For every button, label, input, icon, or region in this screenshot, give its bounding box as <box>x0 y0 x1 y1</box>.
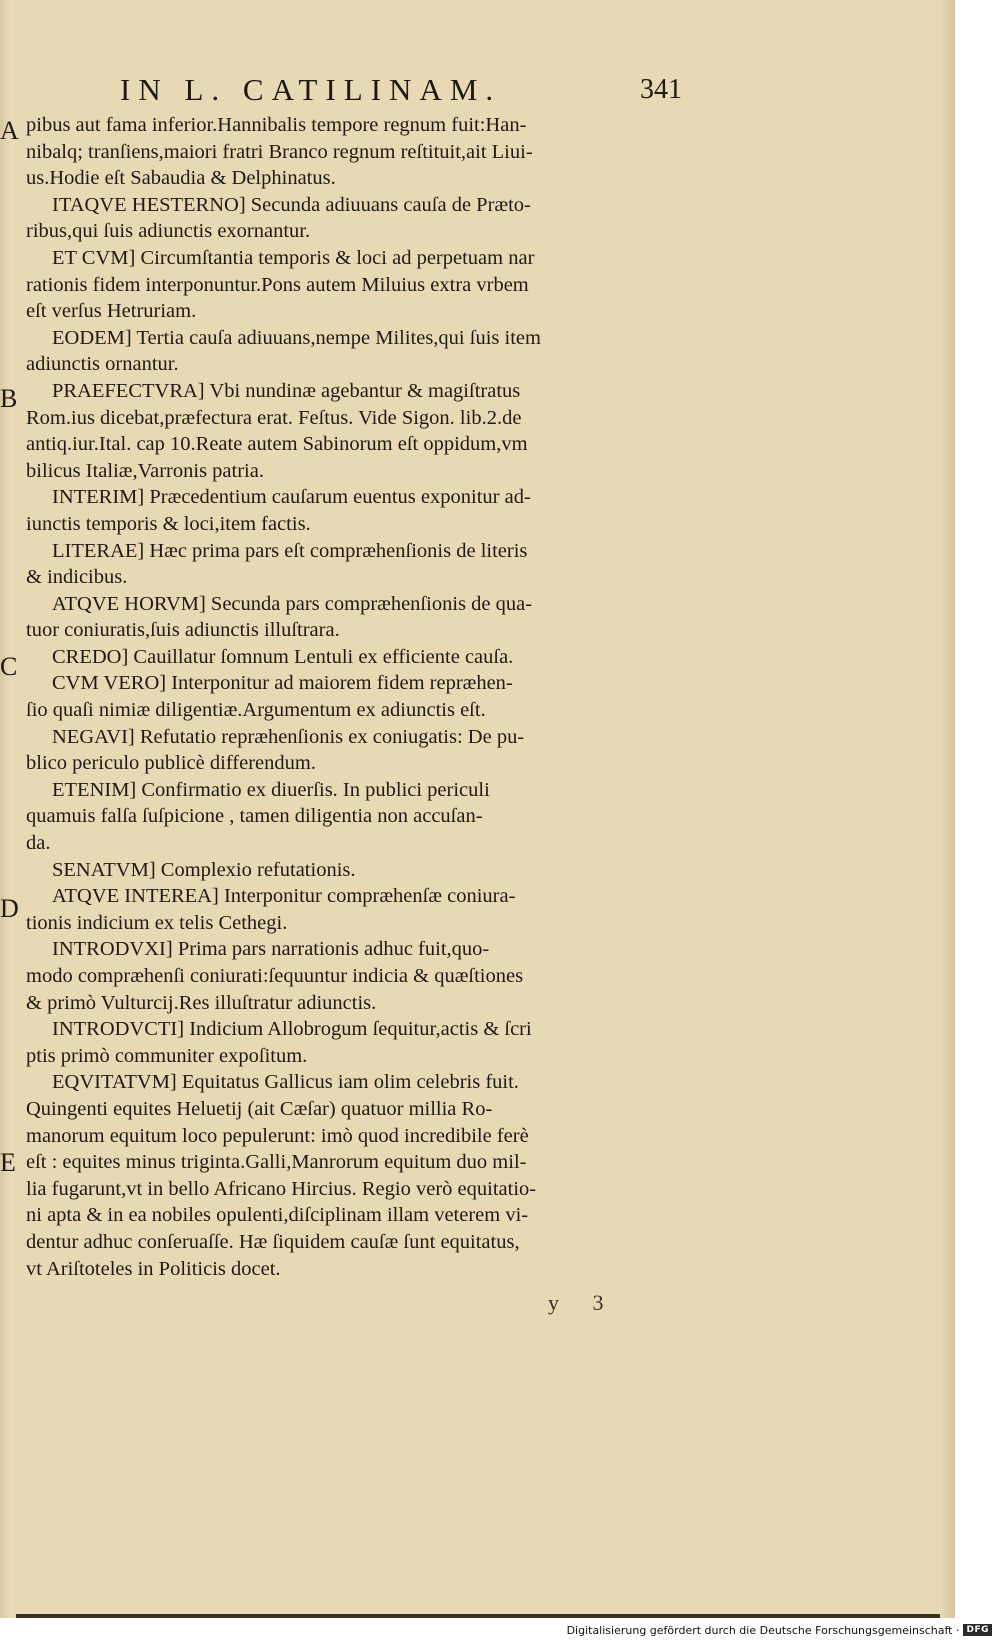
lemma-line: SENATVM] Complexio refutationis. <box>52 858 356 881</box>
lemma-line: ITAQVE HESTERNO] Secunda adiuuans cauſa de Præto- <box>52 193 531 216</box>
text-line: dentur adhuc conſeruaſſe. Hæ ſiquidem cauſæ ſunt equitatus, <box>26 1230 520 1253</box>
text-line: ribus,qui ſuis adiunctis exornantur. <box>26 220 311 243</box>
dfg-logo: DFG <box>963 1624 992 1636</box>
running-head <box>120 72 690 112</box>
text-line: us.Hodie eſt Sabaudia & Delphinatus. <box>26 167 336 190</box>
text-line: bilicus Italiæ,Varronis patria. <box>26 459 264 482</box>
text-line: pibus aut fama inferior.Hannibalis tempore regnum fuit:Han- <box>26 114 527 136</box>
margin-letter-d: D <box>0 894 19 923</box>
page-fore-edge <box>0 0 16 1618</box>
text-line: nibalq; tranſiens,maiori fratri Branco regnum reſtituit,ait Liui- <box>26 140 533 163</box>
text-line: ni apta & in ea nobiles opulenti,diſciplinam illam veterem vi- <box>26 1204 529 1227</box>
lemma-line: ET CVM] Circumſtantia temporis & loci ad perpetuam nar <box>52 246 535 269</box>
lemma-line: CVM VERO] Interponitur ad maiorem fidem repræhen- <box>52 672 513 695</box>
text-line: Quingenti equites Heluetij (ait Cæſar) quatuor millia Ro- <box>26 1097 493 1120</box>
text-line: manorum equitum loco pepulerunt: imò quod incredibile ferè <box>26 1124 529 1147</box>
footer-text: Digitalisierung gefördert durch die Deutsche Forschungsgemeinschaft · <box>566 1623 960 1637</box>
text-line: rationis fidem interponuntur.Pons autem Miluius extra vrbem <box>26 273 529 296</box>
lemma-line: EQVITATVM] Equitatus Gallicus iam olim celebris fuit. <box>52 1071 519 1094</box>
text-line: & indicibus. <box>26 566 128 589</box>
lemma-line: ATQVE HORVM] Secunda pars compræhenſionis de qua- <box>52 592 533 615</box>
lemma-line: PRAEFECTVRA] Vbi nundinæ agebantur & magiſtratus <box>52 379 521 402</box>
lemma-line: EODEM] Tertia cauſa adiuuans,nempe Milites,qui ſuis item <box>52 326 541 349</box>
footer-credit <box>567 1622 992 1638</box>
text-line: vt Ariſtoteles in Politicis docet. <box>26 1257 281 1280</box>
margin-letter-a: A <box>0 116 19 145</box>
text-line: da. <box>26 832 51 855</box>
commentary-text <box>26 112 686 1282</box>
lemma-line: ATQVE INTEREA] Interponitur compræhenſæ coniura- <box>52 885 516 908</box>
text-line: tuor coniuratis,ſuis adiunctis illuſtrara. <box>26 619 340 642</box>
page-number: 341 <box>640 74 682 105</box>
text-line: blico periculo publicè differendum. <box>26 752 316 775</box>
lemma-line: INTRODVXI] Prima pars narrationis adhuc fuit,quo- <box>52 938 490 961</box>
text-line: tionis indicium ex telis Cethegi. <box>26 911 288 934</box>
text-line: eſt : equites minus triginta.Galli,Manrorum equitum duo mil- <box>26 1151 527 1174</box>
lemma-line: ETENIM] Confirmatio ex diuerſis. In publici periculi <box>52 778 490 801</box>
text-line: eſt verſus Hetruriam. <box>26 300 197 323</box>
lemma-line: NEGAVI] Refutatio repræhenſionis ex coniugatis: De pu- <box>52 725 525 748</box>
lemma-line: LITERAE] Hæc prima pars eſt compræhenſionis de literis <box>52 539 528 562</box>
text-line: modo compræhenſi coniurati:ſequuntur indicia & quæſtiones <box>26 965 524 987</box>
signature-mark: y 3 <box>548 1290 618 1315</box>
lemma-line: INTRODVCTI] Indicium Allobrogum ſequitur,actis & ſcri <box>52 1018 532 1041</box>
text-line: iunctis temporis & loci,item factis. <box>26 512 311 535</box>
margin-letter-c: C <box>0 652 18 681</box>
text-line: antiq.iur.Ital. cap 10.Reate autem Sabinorum eſt oppidum,vm <box>26 433 528 456</box>
margin-letter-e: E <box>0 1148 16 1177</box>
margin-letter-b: B <box>0 384 18 413</box>
text-line: ſio quaſi nimiæ diligentiæ.Argumentum ex adiunctis eſt. <box>26 699 486 722</box>
text-line: adiunctis ornantur. <box>26 353 179 376</box>
page-right-edge <box>940 0 955 1618</box>
lemma-line: INTERIM] Præcedentium cauſarum euentus exponitur ad- <box>52 486 531 509</box>
text-line: ptis primò communiter expoſitum. <box>26 1044 308 1067</box>
lemma-line: CREDO] Cauillatur ſomnum Lentuli ex efficiente cauſa. <box>52 645 514 668</box>
text-line: Rom.ius dicebat,præfectura erat. Feſtus. Vide Sigon. lib.2.de <box>26 406 522 429</box>
text-line: quamuis falſa ſuſpicione , tamen diligentia non accuſan- <box>26 805 483 828</box>
running-title: IN L. CATILINAM. <box>120 72 502 107</box>
text-line: & primò Vulturcij.Res illuſtratur adiunctis. <box>26 991 377 1014</box>
text-line: lia fugarunt,vt in bello Africano Hircius. Regio verò equitatio- <box>26 1177 537 1200</box>
